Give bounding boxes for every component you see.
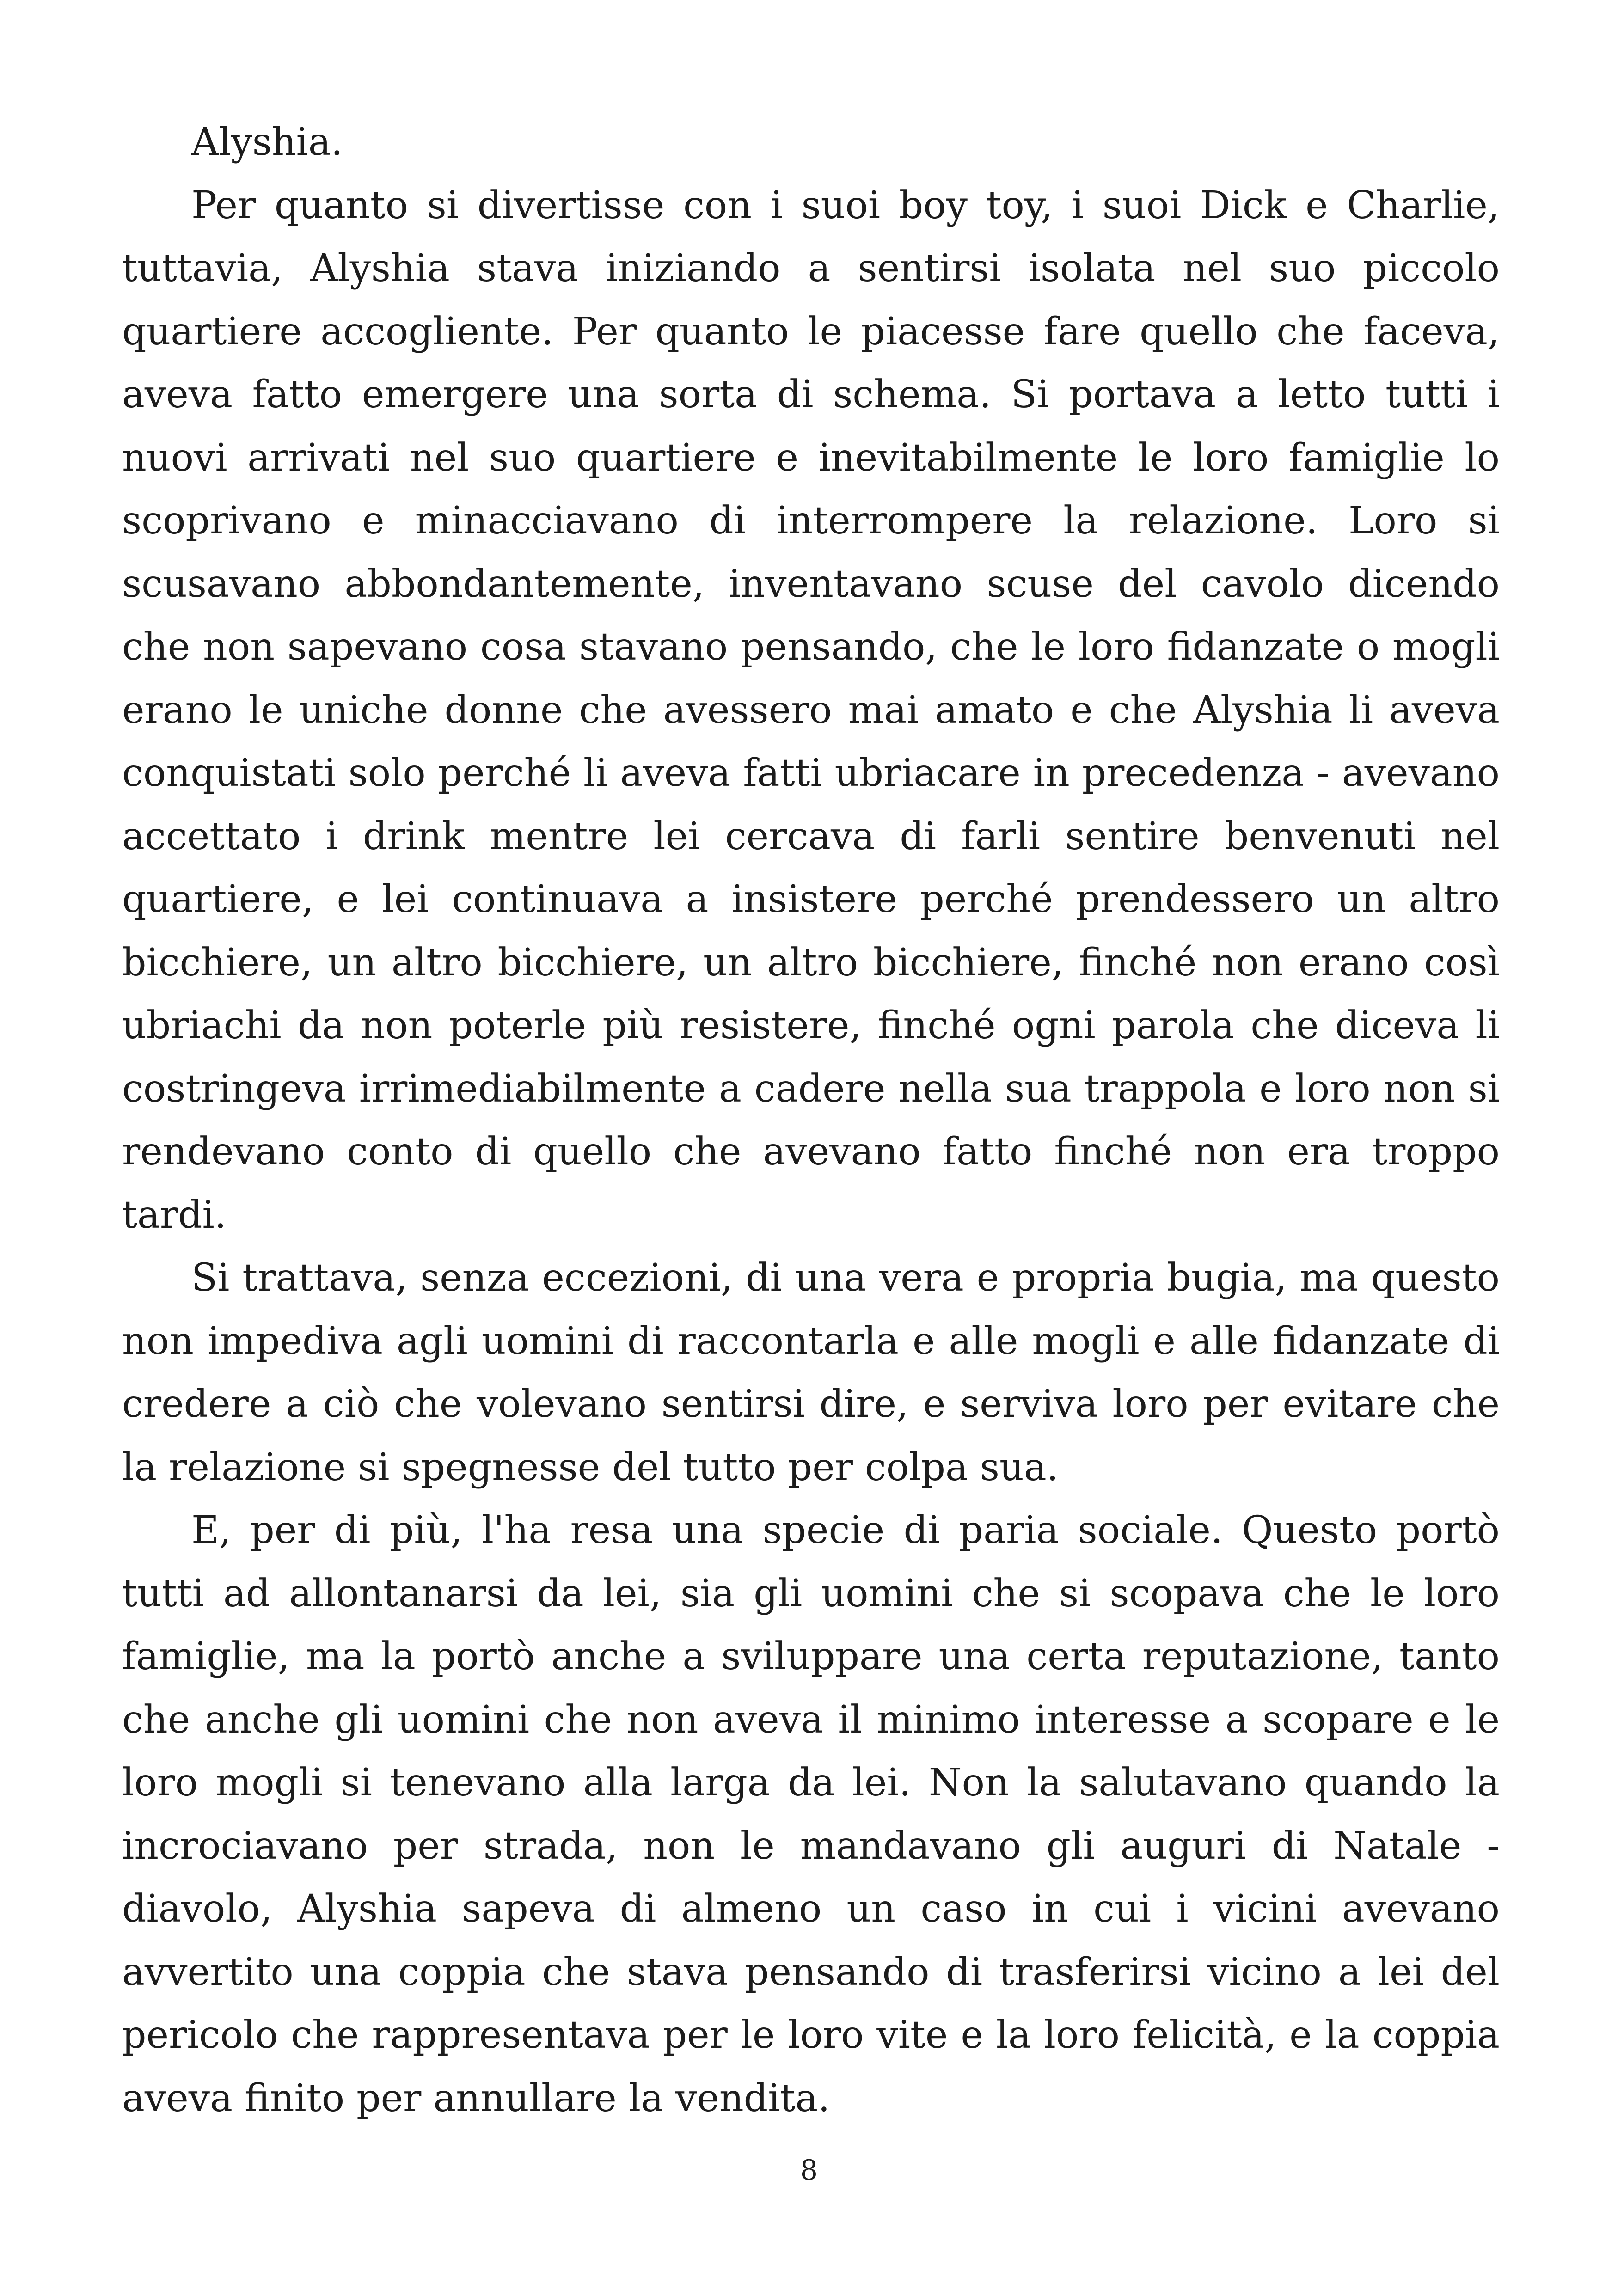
body-text — [122, 111, 1500, 2130]
page-number: 8 — [800, 2154, 818, 2186]
paragraph-2: Per quanto si divertisse con i suoi boy toy, i suoi Dick e Charlie, tuttavia, Alyshia stava iniziando a sentirsi isolata nel suo piccolo quartiere accogliente. Per quanto le piacesse fare quello che faceva, aveva fatto emergere una sorta di schema. Si portava a letto tutti i nuovi arrivati nel suo quartiere e inevitabilmente le loro famiglie lo scoprivano e minacciavano di interrompere la relazione. Loro si scusavano abbondantemente, inventavano scuse del cavolo dicendo che non sapevano cosa stavano pensando, che le loro fidanzate o mogli erano le uniche donne che avessero mai amato e che Alyshia li aveva conquistati solo perché li aveva fatti ubriacare in precedenza - avevano accettato i drink mentre lei cercava di farli sentire benvenuti nel quartiere, e lei continuava a insistere perché prendessero un altro bicchiere, un altro bicchiere, un altro bicchiere, finché non erano così ubriachi da non poterle più resistere, finché ogni parola che diceva li costringeva irrimediabilmente a cadere nella sua trappola e loro non si rendevano conto di quello che avevano fatto finché non era troppo tardi. — [122, 183, 1500, 1237]
paragraph-3: Si trattava, senza eccezioni, di una vera e propria bugia, ma questo non impediva agli uomini di raccontarla e alle mogli e alle fidanzate di credere a ciò che volevano sentirsi dire, e serviva loro per evitare che la relazione si spegnesse del tutto per colpa sua. — [122, 1256, 1500, 1489]
paragraph-4: E, per di più, l'ha resa una specie di paria sociale. Questo portò tutti ad allontanarsi da lei, sia gli uomini che si scopava che le loro famiglie, ma la portò anche a sviluppare una certa reputazione, tanto che anche gli uomini che non aveva il minimo interesse a scopare e le loro mogli si tenevano alla larga da lei. Non la salutavano quando la incrociavano per strada, non le mandavano gli auguri di Natale - diavolo, Alyshia sapeva di almeno un caso in cui i vicini avevano avvertito una coppia che stava pensando di trasferirsi vicino a lei del pericolo che rappresentava per le loro vite e la loro felicità, e la coppia aveva finito per annullare la vendita. — [122, 1508, 1500, 2120]
paragraph-1: Alyshia. — [191, 120, 343, 164]
